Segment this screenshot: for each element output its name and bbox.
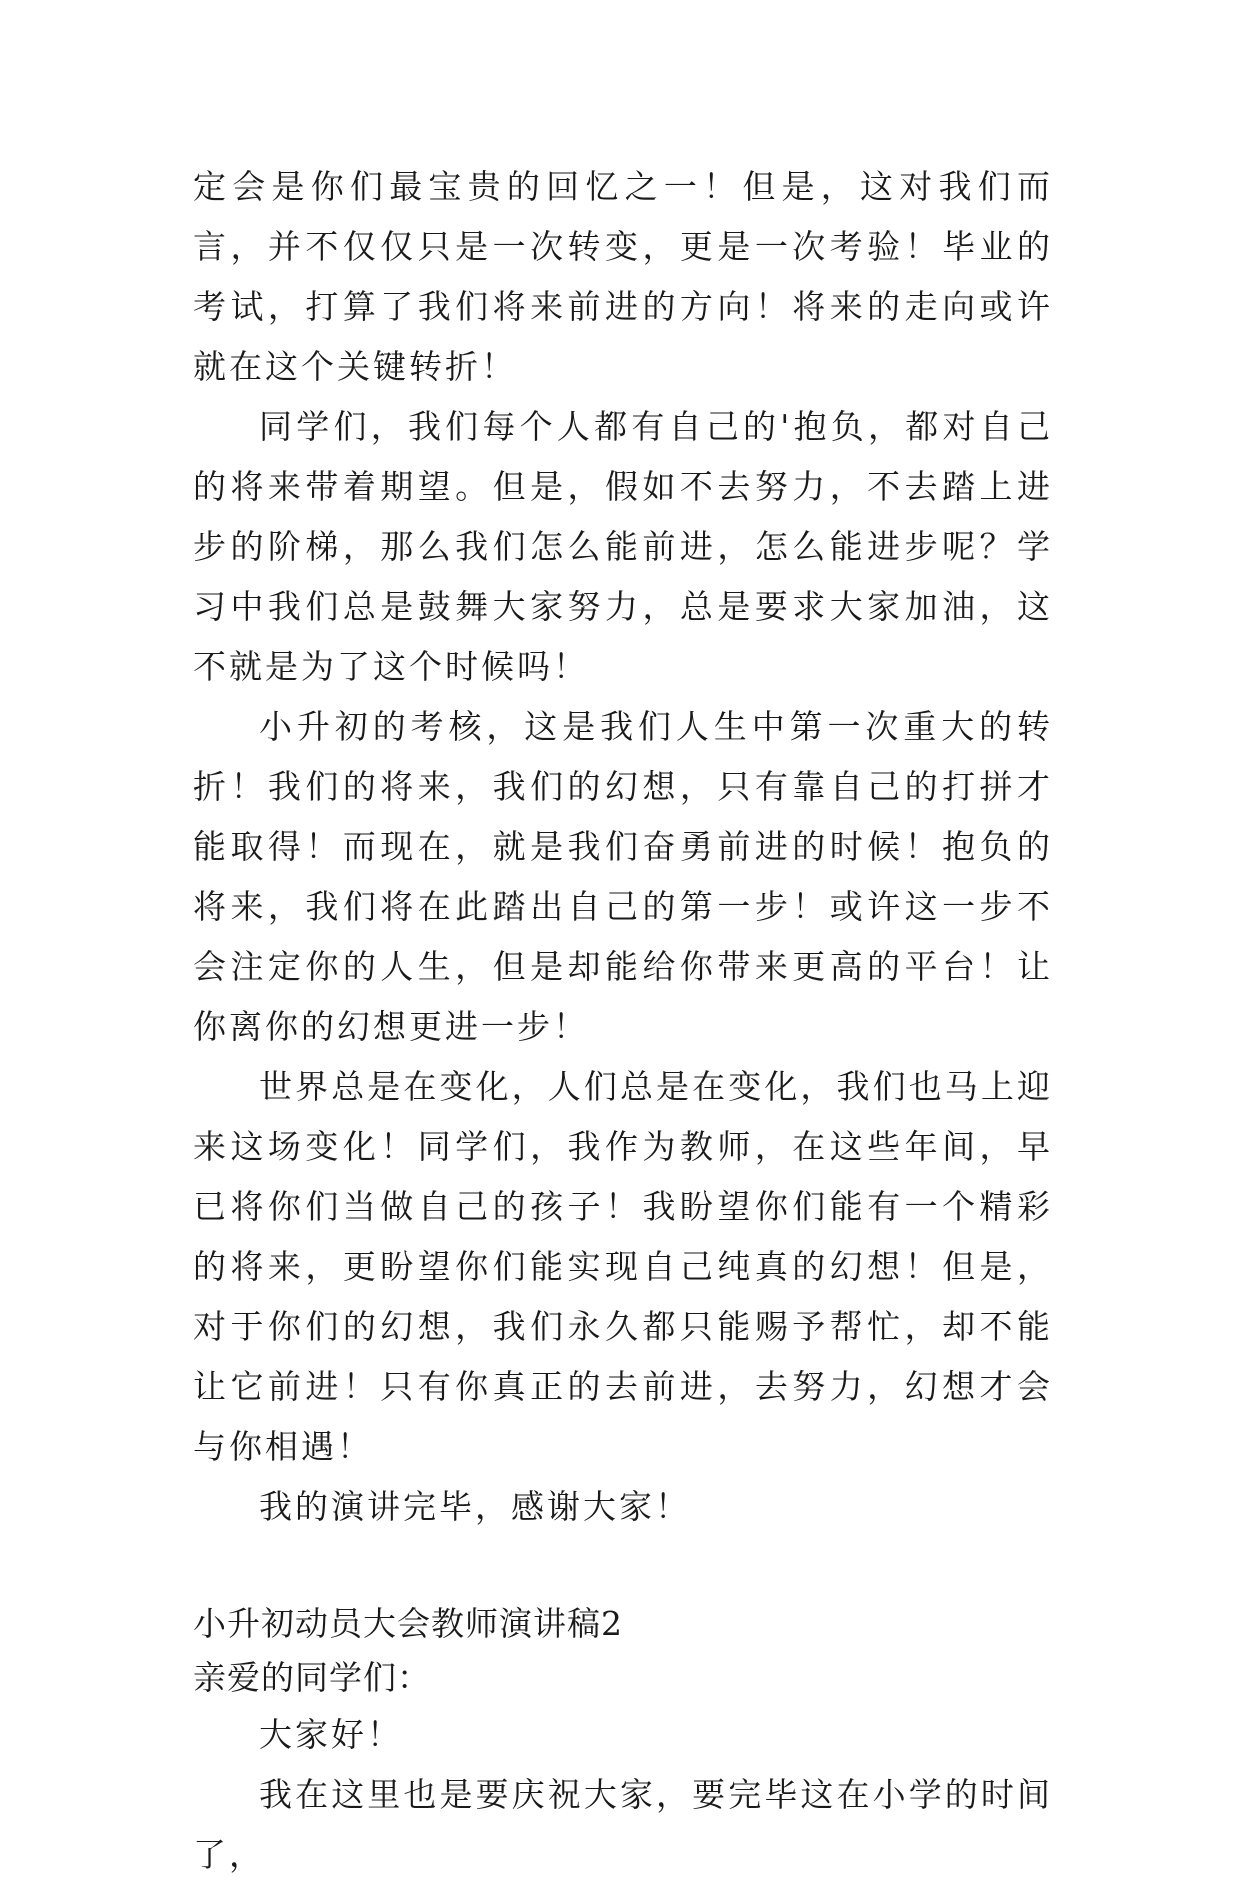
section-title: 小升初动员大会教师演讲稿2	[193, 1604, 623, 1643]
document-body	[193, 157, 1053, 1885]
closing-line: 我的演讲完毕，感谢大家！	[259, 1487, 691, 1526]
body-paragraph-1: 定会是你们最宝贵的回忆之一！但是，这对我们而言，并不仅仅只是一次转变，更是一次考验！毕业的考试，打算了我们将来前进的方向！将来的走向或许就在这个关键转折！	[193, 167, 1053, 386]
section-gap	[193, 1537, 1053, 1597]
body-paragraph-3: 小升初的考核，这是我们人生中第一次重大的转折！我们的将来，我们的幻想，只有靠自己的打拼才能取得！而现在，就是我们奋勇前进的时候！抱负的将来，我们将在此踏出自己的第一步！或许这一步不会注定你的人生，但是却能给你带来更高的平台！让你离你的幻想更进一步！	[193, 707, 1053, 1046]
body-paragraph-last: 我在这里也是要庆祝大家，要完毕这在小学的时间了，	[193, 1775, 1053, 1874]
salutation: 亲爱的同学们：	[193, 1658, 431, 1697]
greeting: 大家好！	[259, 1715, 403, 1754]
body-paragraph-2: 同学们，我们每个人都有自己的'抱负，都对自己的将来带着期望。但是，假如不去努力，不去踏上进步的阶梯，那么我们怎么能前进，怎么能进步呢？学习中我们总是鼓舞大家努力，总是要求大家加油，这不就是为了这个时候吗！	[193, 407, 1053, 686]
body-paragraph-4: 世界总是在变化，人们总是在变化，我们也马上迎来这场变化！同学们，我作为教师，在这些年间，早已将你们当做自己的孩子！我盼望你们能有一个精彩的将来，更盼望你们能实现自己纯真的幻想！但是，对于你们的幻想，我们永久都只能赐予帮忙，却不能让它前进！只有你真正的去前进，去努力，幻想才会与你相遇！	[193, 1067, 1053, 1466]
